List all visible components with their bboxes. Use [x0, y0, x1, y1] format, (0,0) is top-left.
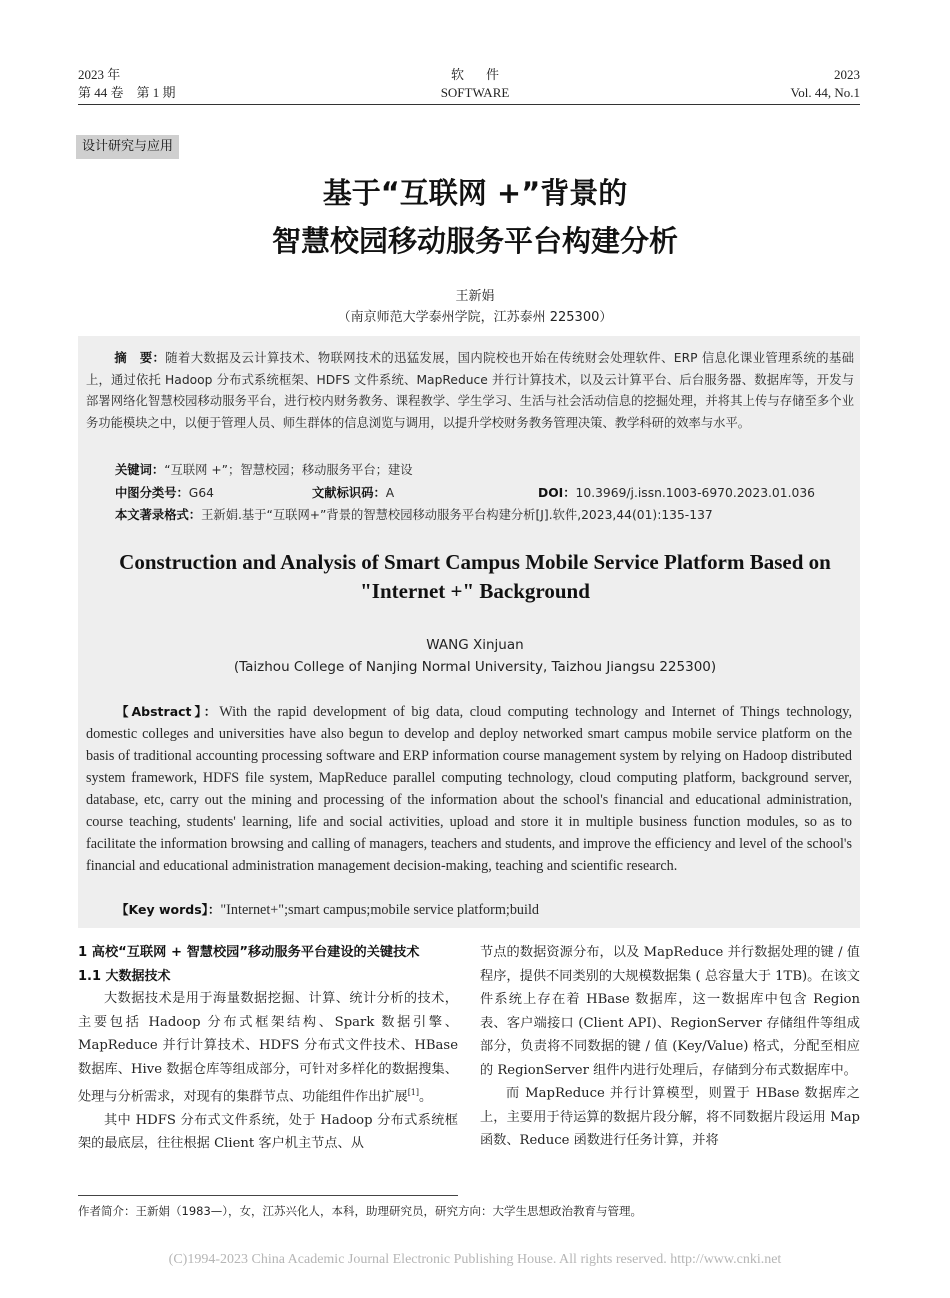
author-cn: 王新娟: [455, 289, 495, 304]
abstract-cn-text: 随着大数据及云计算技术、物联网技术的迅猛发展，国内院校也开始在传统财会处理软件、ERP 信息化课业管理系统的基础上，通过依托 Hadoop 分布式系统框架、HDFS 文件系统、MapReduce 并行计算技术，以及云计算平台、后台服务器、数据库等，开发与部署网络化智慧校园移动服务平台，进行校内财务教务、课程教学、学生学习、生活与社会活动信息的挖掘处理，并将其上传与存储至多个业务功能模块之中，以便于管理人员、师生群体的信息浏览与调用，以提升学校财务教务管理决策、教学科研的效率与水平。: [86, 351, 854, 430]
doi-value: 10.3969/j.issn.1003-6970.2023.01.036: [575, 486, 815, 500]
title-en-line2: "Internet +" Background: [360, 579, 590, 603]
doi-label: DOI：: [538, 486, 576, 500]
journal-name-cn: 软件: [450, 67, 521, 82]
citation-ref: [1]: [407, 1088, 420, 1097]
title-en-line1: Construction and Analysis of Smart Campus Mobile Service Platform Based on: [119, 550, 831, 574]
body-paragraph: 大数据技术是用于海量数据挖掘、计算、统计分析的技术，主要包括 Hadoop 分布式框架结构、Spark 数据引擎、MapReduce 并行计算技术、HDFS 分布式文件技术、HBase 数据库、Hive 数据仓库等组成部分，可针对多样化的数据搜集、处理与分析需求，对现有的集群节点、功能组件作出扩展[1]。: [78, 991, 458, 1105]
header-right: [791, 66, 860, 102]
body-left-column: [78, 987, 458, 1156]
header-volume-cn: 第 44 卷 第 1 期: [78, 85, 176, 100]
document-code-value: A: [385, 486, 395, 500]
abstract-en: [86, 701, 852, 877]
footnote-divider: [78, 1195, 458, 1196]
body-right-column: [480, 941, 860, 1153]
classification-value: G64: [188, 486, 214, 500]
citation: [115, 505, 713, 526]
keywords-cn: [115, 460, 413, 481]
header-volume-en: Vol. 44, No.1: [790, 85, 860, 100]
header-year-cn: 2023 年: [78, 67, 121, 82]
body-paragraph: 其中 HDFS 分布式文件系统，处于 Hadoop 分布式系统框架的最底层，往往根据 Client 客户机主节点、从: [78, 1112, 458, 1152]
keywords-en: [116, 900, 539, 919]
affiliation-cn: （南京师范大学泰州学院，江苏泰州 225300）: [337, 310, 613, 325]
affiliation-en: (Taizhou College of Nanjing Normal University, Taizhou Jiangsu 225300): [233, 659, 717, 675]
abstract-en-text: With the rapid development of big data, cloud computing technology and Internet of Things technology, domestic colleges and universities have also begun to develop and deploy networked smart campus mobile service platform on the basis of traditional accounting processing software and ERP information course management system by relying on Hadoop distributed system framework, HDFS file system, MapReduce parallel computing technology, cloud computing platform, background server, database, etc, carry out the mining and processing of the information about the school's financial and educational administration, course teaching, students' learning, life and social activities, upload and store it in multiple business function modules, so as to facilitate the information browsing and calling of managers, teachers and students, and improve the efficiency and level of the school's financial and educational administration management decision-making, teaching and scientific research.: [86, 704, 852, 874]
keywords-cn-text: “互联网 +”；智慧校园；移动服务平台；建设: [164, 463, 413, 477]
copyright-watermark: (C)1994-2023 China Academic Journal Electronic Publishing House. All rights reserved. http://www.cnki.net: [168, 1252, 782, 1267]
body-paragraph: 而 MapReduce 并行计算模型，则置于 HBase 数据库之上，主要用于待运算的数据片段分解，将不同数据片段运用 Map 函数、Reduce 函数进行任务计算，并将: [480, 1086, 860, 1148]
document-code: [312, 483, 394, 504]
keywords-en-label: 【Key words】：: [116, 902, 221, 917]
author-en: WANG Xinjuan: [426, 637, 524, 653]
author-footnote: 作者简介：王新娟（1983—），女，江苏兴化人，本科，助理研究员，研究方向：大学生思想政治教育与管理。: [78, 1204, 643, 1218]
citation-label: 本文著录格式：: [115, 508, 202, 522]
abstract-cn: [86, 348, 854, 434]
title-cn-line2: 智慧校园移动服务平台构建分析: [271, 224, 678, 258]
document-code-label: 文献标识码：: [312, 486, 386, 500]
abstract-en-label: 【Abstract】：: [116, 704, 220, 719]
section-heading-1: 1 高校“互联网 + 智慧校园”移动服务平台建设的关键技术: [78, 945, 420, 960]
header-divider: [78, 104, 860, 105]
doi: [538, 483, 815, 504]
keywords-cn-label: 关键词：: [115, 463, 165, 477]
abstract-cn-label: 摘 要：: [114, 351, 166, 365]
header-year: 2023: [834, 67, 860, 82]
body-paragraph: 节点的数据资源分布，以及 MapReduce 并行数据处理的键 / 值程序，提供不同类别的大规模数据集 ( 总容量大于 1TB)。在该文件系统上存在着 HBase 数据库，这一数据库中包含 Region 表、客户端接口 (Client API)、RegionServer 存储组件等组成部分，负责将不同数据的键 / 值 (Key/Value) 格式，分配至相应的 RegionServer 组件内进行处理后，存储到分布式数据库中。: [480, 945, 860, 1078]
section-tag: 设计研究与应用: [76, 135, 179, 159]
keywords-en-text: "Internet+";smart campus;mobile service platform;build: [220, 902, 540, 918]
section-heading-1-1: 1.1 大数据技术: [78, 969, 171, 984]
journal-name-en: SOFTWARE: [440, 85, 510, 100]
classification: [115, 483, 214, 504]
classification-label: 中图分类号：: [115, 486, 189, 500]
citation-text: 王新娟.基于“互联网+”背景的智慧校园移动服务平台构建分析[J].软件,2023,44(01):135-137: [201, 508, 713, 522]
title-cn-line1: 基于“互联网 +”背景的: [322, 176, 628, 210]
